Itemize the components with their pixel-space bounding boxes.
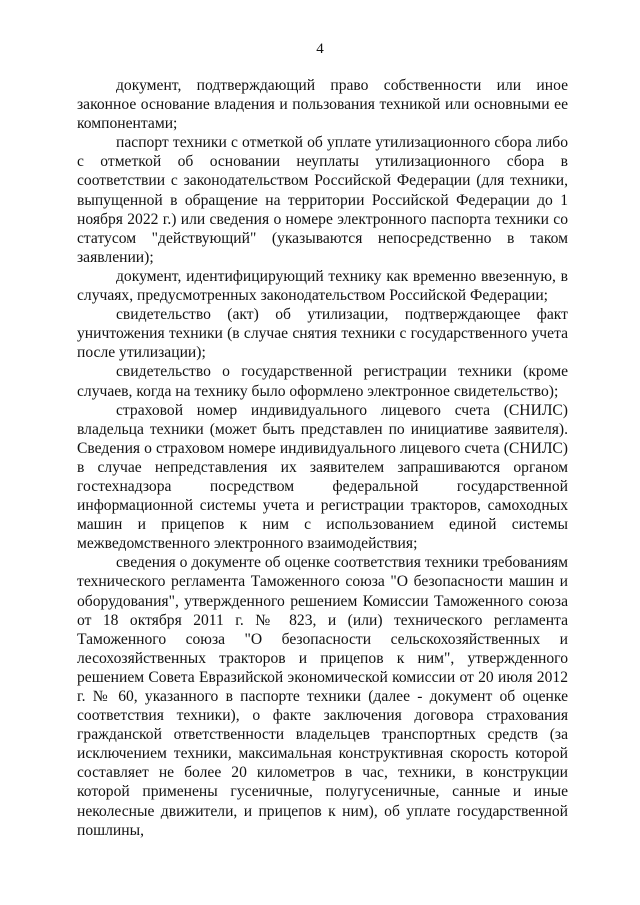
paragraph-snils: страховой номер индивидуального лицевого счета (СНИЛС) владельца техники (может быть представлен по инициативе заявителя). Сведения о страховом номере индивидуального лицевого счета (СНИЛС) в случае непредставления их заявителем запрашиваются органом гостехнадзора посредством федеральной государственной информационной системы учета и регистрации тракторов, самоходных машин и прицепов к ним с использованием единой системы межведомственного электронного взаимодействия; xyxy=(77,401,568,553)
paragraph-vehicle-passport: паспорт техники с отметкой об уплате утилизационного сбора либо с отметкой об основании неуплаты утилизационного сбора в соответствии с законодательством Российской Федерации (для техники, выпущенной в обращение на территории Российской Федерации до 1 ноября 2022 г.) или сведения о номере электронного паспорта техники со статусом "действующий" (указываются непосредственно в таком заявлении); xyxy=(77,134,568,266)
paragraph-disposal-certificate: свидетельство (акт) об утилизации, подтверждающее факт уничтожения техники (в случае снятия техники с государственного учета после утилизации); xyxy=(77,306,568,362)
page-number: 4 xyxy=(316,41,324,57)
paragraph-temporary-import-document: документ, идентифицирующий технику как временно ввезенную, в случаях, предусмотренных законодательством Российской Федерации; xyxy=(77,267,568,305)
paragraph-registration-certificate: свидетельство о государственной регистрации техники (кроме случаев, когда на технику было оформлено электронное свидетельство); xyxy=(77,363,568,400)
paragraph-ownership-document: документ, подтверждающий право собственности или иное законное основание владения и пользования техникой или основными ее компонентами; xyxy=(77,77,568,133)
document-body xyxy=(77,76,568,840)
paragraph-conformity-assessment: сведения о документе об оценке соответствия техники требованиям технического регламента Таможенного союза "О безопасности машин и оборудования", утвержденного решением Комиссии Таможенного союза от 18 октября 2011 г. № 823, и (или) технического регламента Таможенного союза "О безопасности сельскохозяйственных и лесохозяйственных тракторов и прицепов к ним", утвержденного решением Совета Евразийской экономической комиссии от 20 июля 2012 г. № 60, указанного в паспорте техники (далее - документ об оценке соответствия техники), о факте заключения договора страхования гражданской ответственности владельцев транспортных средств (за исключением техники, максимальная конструктивная скорость которой составляет не более 20 километров в час, техники, в конструкции которой применены гусеничные, полугусеничные, санные и иные неколесные движители, и прицепов к ним), об уплате государственной пошлины, xyxy=(77,554,568,839)
